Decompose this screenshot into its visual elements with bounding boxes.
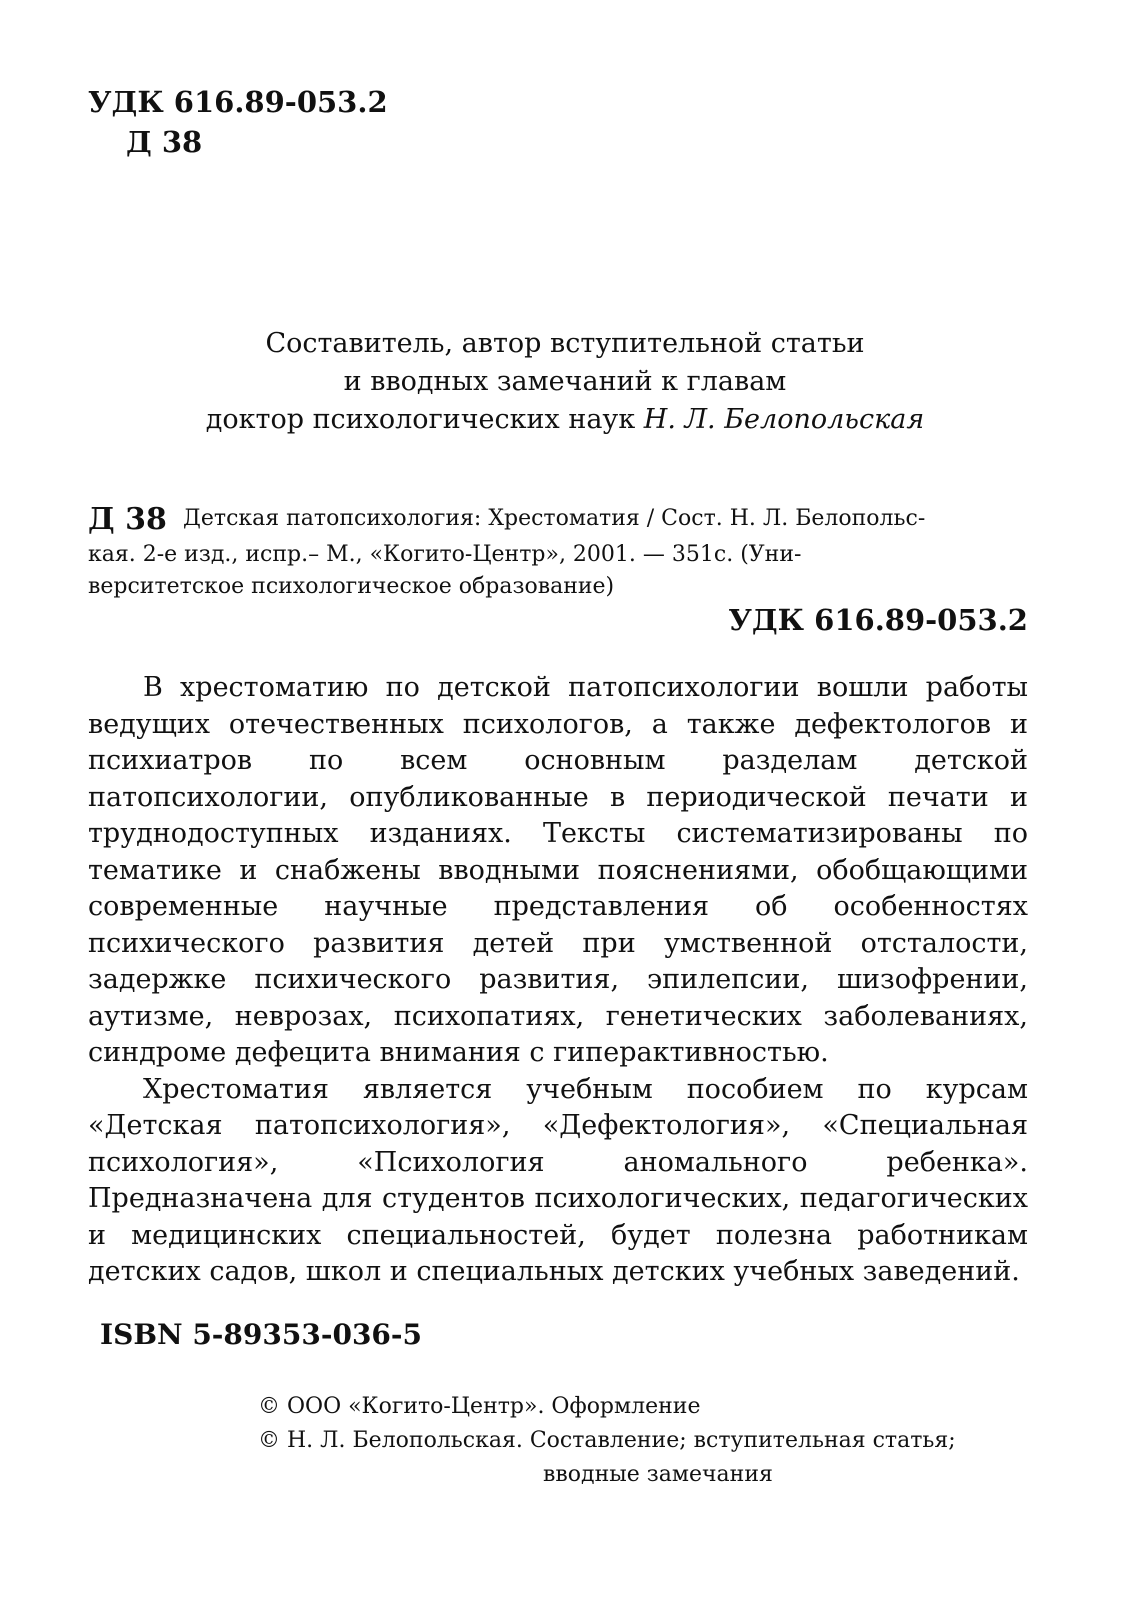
udk-code: УДК 616.89-053.2: [88, 85, 388, 119]
author-mark: Д 38: [126, 125, 203, 159]
bibliographic-description: [183, 503, 1028, 535]
annotation-paragraph-2: Хрестоматия является учебным пособием по курсам «Детская патопсихология», «Дефектология», «Специальная психология», «Психология аномального ребенка». Предназначена для студентов психологических, педагогических и медицинских специальностей, будет полезна работникам детских садов, школ и специальных детских учебных заведений.: [88, 1073, 1028, 1287]
compiler-line-2: и вводных замечаний к главам: [343, 366, 787, 397]
annotation: [88, 670, 1028, 1291]
compiler-title: доктор психологических наук: [205, 404, 636, 435]
compiler-line-1: Составитель, автор вступительной статьи: [265, 328, 865, 359]
isbn-number: ISBN 5-89353-036-5: [100, 1318, 423, 1351]
compiler-name: Н. Л. Белопольская: [643, 404, 925, 435]
copyright-block: [258, 1390, 1028, 1492]
bibliographic-udk: УДК 616.89-053.2: [728, 603, 1028, 637]
compiler-credit: [150, 325, 980, 439]
bibliographic-line-1: Детская патопсихология: Хрестоматия / Сост. Н. Л. Белопольс-: [183, 506, 926, 531]
bibliographic-line-3: верситетское психологическое образование): [88, 574, 615, 599]
copyright-line-2: © Н. Л. Белопольская. Составление; вступительная статья;: [258, 1428, 956, 1453]
annotation-paragraph-1: В хрестоматию по детской патопсихологии вошли работы ведущих отечественных психологов, а также дефектологов и психиатров по всем основным разделам детской патопсихологии, опубликованные в периодической печати и труднодоступных изданиях. Тексты систематизированы по тематике и снабжены вводными пояснениями, обобщающими современные научные представления об особенностях психического развития детей при умственной отсталости, задержке психического развития, эпилепсии, шизофрении, аутизме, неврозах, психопатиях, генетических заболеваниях, синдроме дефецита внимания с гиперактивностью.: [88, 672, 1028, 1068]
copyright-line-3: вводные замечания: [543, 1462, 773, 1487]
copyright-line-1: © ООО «Когито-Центр». Оформление: [258, 1394, 701, 1419]
bibliographic-line-2: кая. 2-е изд., испр.– М., «Когито-Центр», 2001. — 351с. (Уни-: [88, 542, 802, 567]
compiler-line-3: [150, 401, 980, 439]
bibliographic-continuation: [88, 539, 1028, 603]
udk-classification-block: [88, 82, 388, 162]
bibliographic-code: Д 38: [88, 502, 167, 537]
